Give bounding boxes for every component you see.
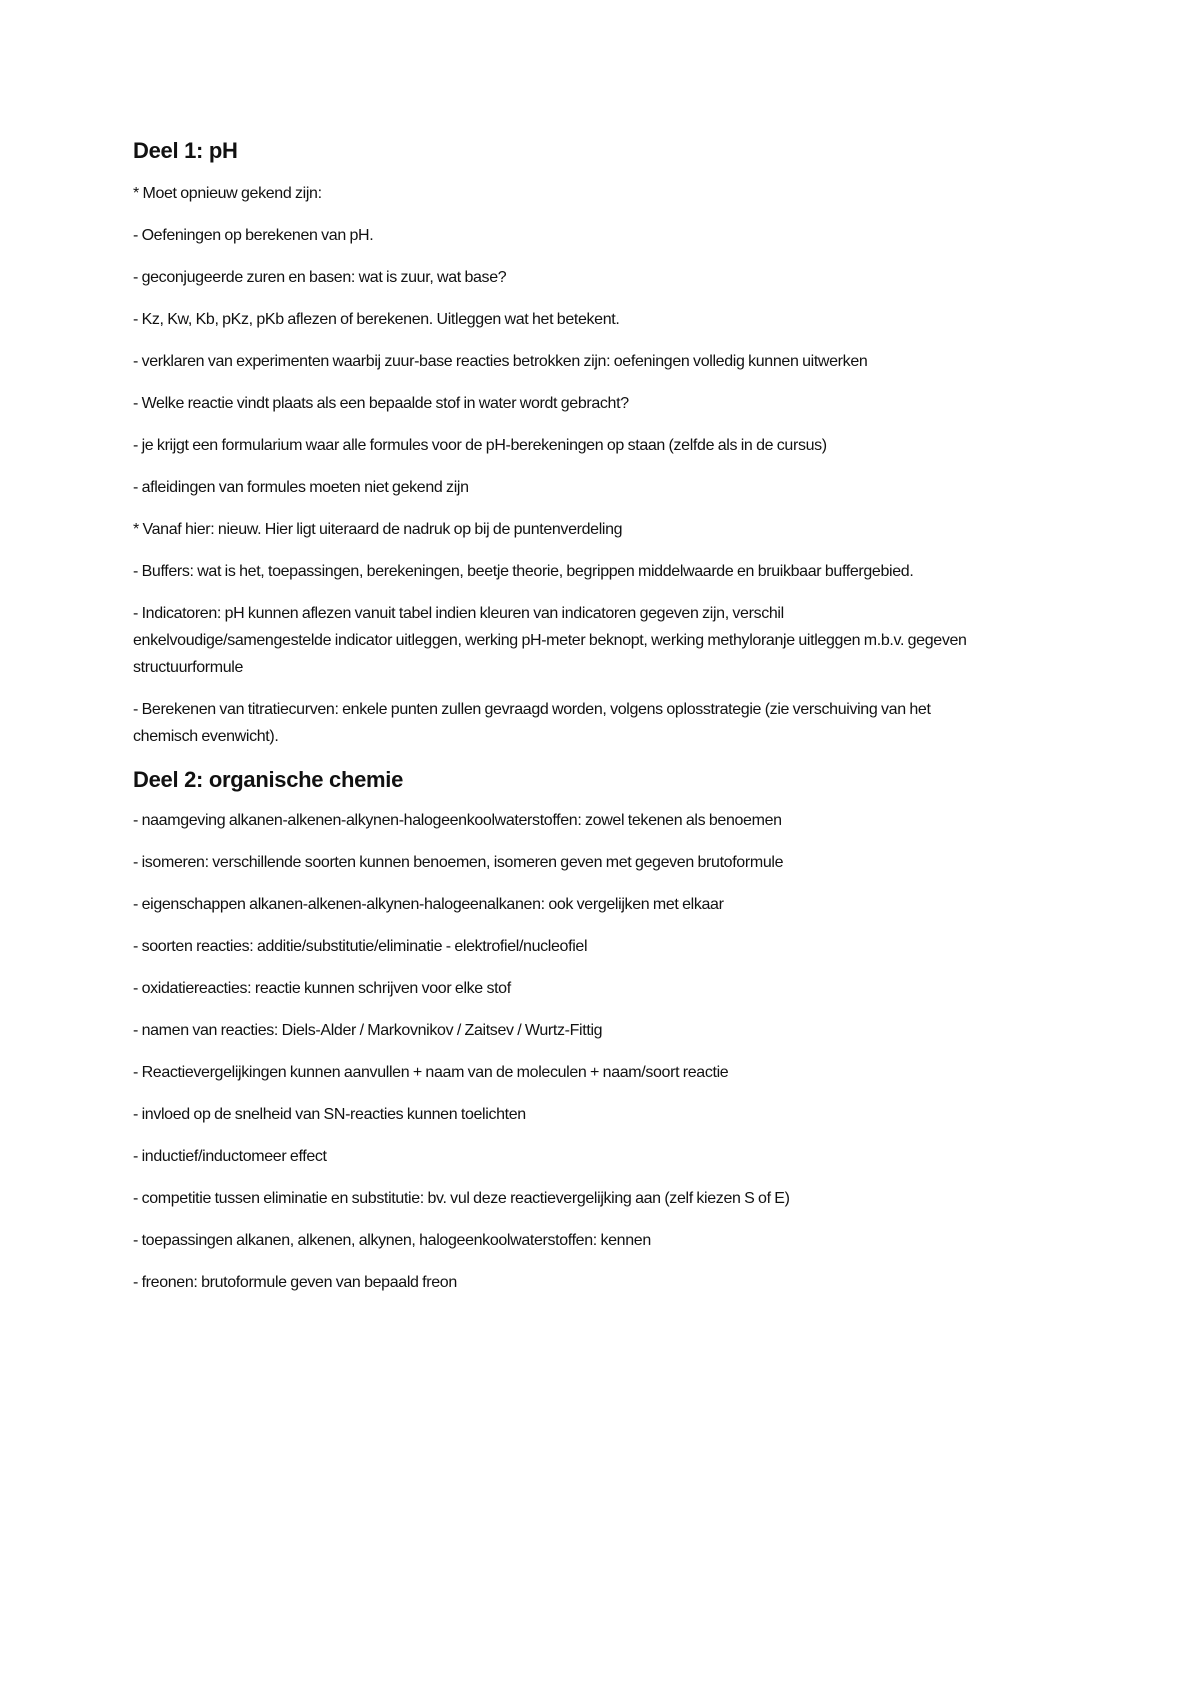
document-page — [133, 136, 973, 1311]
list-item: - verklaren van experimenten waarbij zuur-base reacties betrokken zijn: oefeningen volledig kunnen uitwerken — [133, 353, 868, 370]
list-item: - freonen: brutoformule geven van bepaald freon — [133, 1274, 457, 1291]
section-items — [133, 180, 973, 750]
list-item: - Welke reactie vindt plaats als een bepaalde stof in water wordt gebracht? — [133, 395, 629, 412]
list-item: - oxidatiereacties: reactie kunnen schrijven voor elke stof — [133, 980, 511, 997]
list-item: - toepassingen alkanen, alkenen, alkynen, halogeenkoolwaterstoffen: kennen — [133, 1232, 651, 1249]
list-item: - afleidingen van formules moeten niet gekend zijn — [133, 479, 469, 496]
list-item: - naamgeving alkanen-alkenen-alkynen-halogeenkoolwaterstoffen: zowel tekenen als benoemen — [133, 812, 782, 829]
list-item: - competitie tussen eliminatie en substitutie: bv. vul deze reactievergelijking aan (zelf kiezen S of E) — [133, 1190, 790, 1207]
list-item: * Vanaf hier: nieuw. Hier ligt uiteraard de nadruk op bij de puntenverdeling — [133, 521, 623, 538]
list-item: - isomeren: verschillende soorten kunnen benoemen, isomeren geven met gegeven brutoformule — [133, 854, 784, 871]
list-item: - Kz, Kw, Kb, pKz, pKb aflezen of berekenen. Uitleggen wat het betekent. — [133, 311, 620, 328]
list-item: - soorten reacties: additie/substitutie/eliminatie - elektrofiel/nucleofiel — [133, 938, 588, 955]
list-item: - Oefeningen op berekenen van pH. — [133, 227, 374, 244]
section-heading: Deel 1: pH — [133, 138, 238, 163]
list-item: - je krijgt een formularium waar alle formules voor de pH-berekeningen op staan (zelfde als in de cursus) — [133, 437, 827, 454]
list-item: - Reactievergelijkingen kunnen aanvullen + naam van de moleculen + naam/soort reactie — [133, 1064, 729, 1081]
section-organic-chemistry — [133, 765, 973, 1296]
section-items — [133, 807, 973, 1296]
list-item: - Indicatoren: pH kunnen aflezen vanuit tabel indien kleuren van indicatoren gegeven zijn, verschil enkelvoudige/samengestelde indicator uitleggen, werking pH-meter beknopt, werking methyloranje uitleggen m.b.v. gegeven structuurformule — [133, 605, 967, 676]
list-item: - namen van reacties: Diels-Alder / Markovnikov / Zaitsev / Wurtz-Fittig — [133, 1022, 603, 1039]
list-item: - Buffers: wat is het, toepassingen, berekeningen, beetje theorie, begrippen middelwaarde en bruikbaar buffergebied. — [133, 563, 914, 580]
list-item: - Berekenen van titratiecurven: enkele punten zullen gevraagd worden, volgens oplosstrategie (zie verschuiving van het chemisch evenwicht). — [133, 701, 931, 745]
list-item: - inductief/inductomeer effect — [133, 1148, 327, 1165]
section-ph — [133, 136, 973, 750]
list-item: * Moet opnieuw gekend zijn: — [133, 185, 322, 202]
list-item: - geconjugeerde zuren en basen: wat is zuur, wat base? — [133, 269, 507, 286]
list-item: - invloed op de snelheid van SN-reacties kunnen toelichten — [133, 1106, 526, 1123]
list-item: - eigenschappen alkanen-alkenen-alkynen-halogeenalkanen: ook vergelijken met elkaar — [133, 896, 724, 913]
section-heading: Deel 2: organische chemie — [133, 767, 404, 792]
